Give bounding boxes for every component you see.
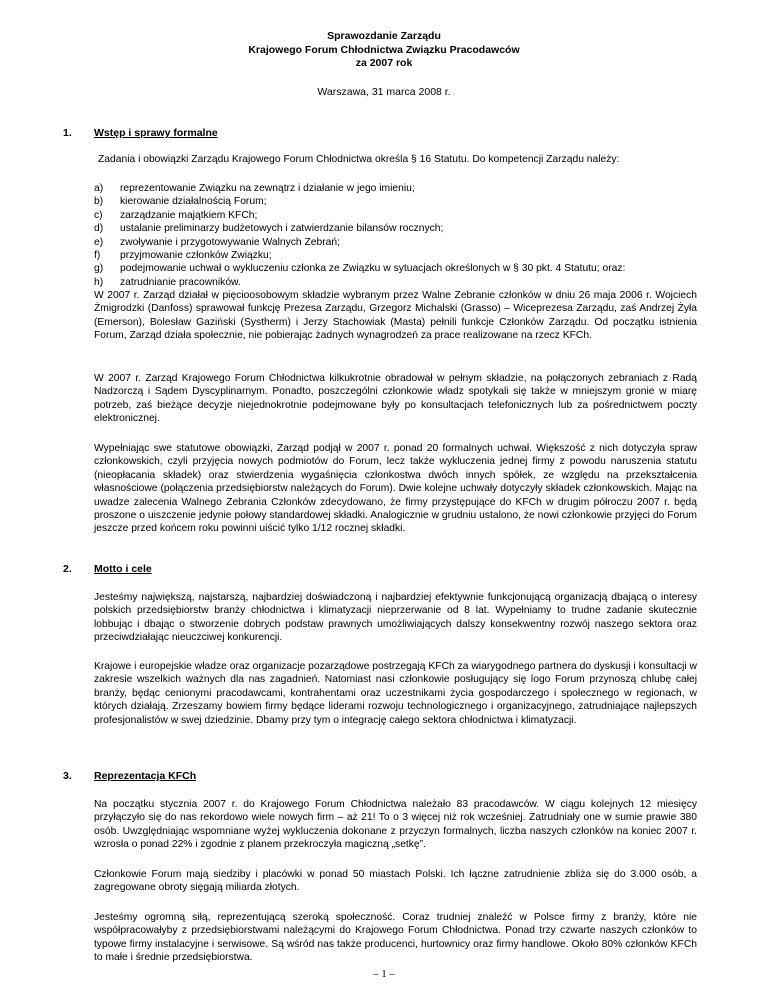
list-item (94, 222, 697, 235)
section-1-paragraph-1: W 2007 r. Zarząd działał w pięcioosobowym składzie wybranym przez Walne Zebranie członków w dniu 26 maja 2006 r. Wojciech Żmigrodzki (Danfoss) sprawował funkcję Prezesa Zarządu, Grzegorz Michalski (Grasso) – Wiceprezesa Zarządu, zaś Andrzej Żyła (Emerson), Bolesław Gaziński (Systherm) i Jerzy Stachowiak (Masta) pełnili funkcje Członków Zarządu. Od początku istnienia Forum, Zarząd działa społecznie, nie pobierając żadnych wynagrodzeń za prace realizowane na rzecz KFCh. (94, 290, 697, 342)
list-item-letter: g) (94, 263, 104, 275)
report-title: Sprawozdanie Zarządu (327, 30, 441, 42)
list-item-text: kierowanie działalnością Forum; (120, 196, 267, 208)
list-item (94, 276, 697, 289)
list-item-letter: b) (94, 196, 104, 208)
list-item (94, 182, 697, 195)
dateline: Warszawa, 31 marca 2008 r. (317, 86, 451, 98)
report-organization: Krajowego Forum Chłodnictwa Związku Pracodawców (248, 43, 520, 56)
section-1-intro: Zadania i obowiązki Zarządu Krajowego Forum Chłodnictwa określa § 16 Statutu. Do kompetencji Zarządu należy: (98, 154, 620, 165)
report-year: za 2007 rok (355, 57, 413, 69)
list-item-text: przyjmowanie członków Związku; (120, 250, 272, 262)
list-item (94, 249, 697, 262)
report-header (0, 30, 768, 71)
section-3-title: Reprezentacja KFCh (94, 770, 197, 782)
list-item-text: zwoływanie i przygotowywanie Walnych Zebrań; (120, 236, 340, 248)
section-1-paragraph-2: W 2007 r. Zarząd Krajowego Forum Chłodnictwa kilkukrotnie obradował w pełnym składzie, na połączonych zebraniach z Radą Nadzorczą i Sądem Dyscyplinarnym. Ponadto, poszczególni członkowie władz spotykali się także w mniejszym gronie w miarę potrzeb, zaś bieżące decyzje niejednokrotnie podejmowane były po konsultacjach telefonicznych lub za pośrednictwem poczty elektronicznej. (94, 373, 697, 425)
list-item-letter: a) (94, 183, 104, 194)
section-3-number: 3. (63, 770, 72, 782)
section-1-paragraph-3: Wypełniając swe statutowe obowiązki, Zarząd podjął w 2007 r. ponad 20 formalnych uchwał. Większość z nich dotyczyła spraw członkowskich, czyli przyjęcia nowych podmiotów do Forum, lecz także wykluczenia jednej firmy z powodu naruszenia statutu (nieopłacania składek) oraz stwierdzenia wygaśnięcia członkostwa dwóch innych spółek, ze względu na przekształcenia własnościowe (połączenia przedsiębiorstw należących do Forum). Dwie kolejne uchwały dotyczyły składek członkowskich. Mając na uwadze zalecenia Walnego Zebrania Członków zdecydowano, że firmy przystępujące do KFCh w drugim półroczu 2007 r. będą proszone o uiszczenie jedynie połowy standardowej składki. Analogicznie w grudniu ustalono, że nowi członkowie przyjęci do Forum jeszcze przed końcem roku powinni uiścić tylko 1/12 rocznej składki. (94, 443, 697, 535)
list-item-letter: e) (94, 236, 104, 248)
page-number: – 1 – (373, 968, 395, 980)
list-item-letter: c) (94, 209, 103, 221)
section-3-paragraph-3: Jesteśmy ogromną siłą, reprezentującą szeroką społeczność. Coraz trudniej znaleźć w Polsce firmy z branży, które nie współpracowałyby z przedsiębiorstwami należącymi do Krajowego Forum Chłodnictwa. Ponad trzy czwarte naszych członków to typowe firmy instalacyjne i serwisowe. Są wśród nas także producenci, hurtownicy oraz firmy handlowe. Około 80% członków KFCh to małe i średnie przedsiębiorstwa. (94, 912, 697, 964)
list-item (94, 209, 697, 222)
list-item-text: ustalanie preliminarzy budżetowych i zatwierdzanie bilansów rocznych; (120, 223, 444, 235)
list-item (94, 262, 697, 275)
list-item-text: zatrudnianie pracowników. (120, 276, 241, 288)
list-item (94, 195, 697, 208)
section-3-paragraph-2: Członkowie Forum mają siedziby i placówki w ponad 50 miastach Polski. Ich łączne zatrudnienie zbliża się do 3.000 osób, a zagregowane obroty sięgają miliarda złotych. (94, 869, 697, 894)
list-item-letter: h) (94, 276, 104, 288)
section-2-paragraph-2: Krajowe i europejskie władze oraz organizacje pozarządowe postrzegają KFCh za wiarygodnego partnera do dyskusji i konsultacji w zakresie wszelkich ważnych dla nas zagadnień. Natomiast nasi członkowie posługujący się logo Forum przynoszą chlubę całej branży, będąc cenionymi pracodawcami, kontrahentami oraz uczestnikami życia gospodarczego i społecznego w regionach, w których działają. Zrzeszamy bowiem firmy będące liderami rozwoju technologicznego i organizacyjnego, zatrudniające najlepszych profesjonalistów w swej dziedzinie. Dbamy przy tym o integrację całego sektora chłodnictwa i klimatyzacji. (94, 661, 697, 726)
competence-list (94, 182, 697, 289)
list-item-text: reprezentowanie Związku na zewnątrz i działanie w jego imieniu; (120, 183, 415, 194)
section-1-number: 1. (63, 127, 72, 139)
list-item-text: podejmowanie uchwał o wykluczeniu członka ze Związku w sytuacjach określonych w § 30 pkt. 4 Statutu; oraz: (120, 263, 626, 275)
section-3-paragraph-1: Na początku stycznia 2007 r. do Krajowego Forum Chłodnictwa należało 83 pracodawców. W ciągu kolejnych 12 miesięcy przyłączyło się do nas rekordowo wiele nowych firm – aż 21! To o 3 więcej niż rok wcześniej. Zatrudniały one w sumie prawie 380 osób. Uwzględniając wspomniane wyżej wykluczenia dokonane z przyczyn formalnych, liczba naszych członków na koniec 2007 r. wzrosła o ponad 22% i zgodnie z planem przekroczyła magiczną „setkę”. (94, 799, 697, 851)
section-2-number: 2. (63, 563, 72, 575)
section-2-paragraph-1: Jesteśmy największą, najstarszą, najbardziej doświadczoną i najbardziej efektywnie funkcjonującą organizacją dbającą o interesy polskich przedsiębiorstw branży chłodnictwa i klimatyzacji nieprzerwanie od 8 lat. Wypełniamy to trudne zadanie skutecznie lobbując i dbając o stworzenie dobrych podstaw prawnych umożliwiających dalszy konsekwentny rozwój naszego sektora oraz przeciwdziałając nieuczciwej konkurencji. (94, 592, 697, 644)
list-item (94, 236, 697, 249)
section-2-title: Motto i cele (94, 563, 152, 575)
list-item-text: zarządzanie majątkiem KFCh; (120, 209, 258, 221)
list-item-letter: d) (94, 223, 104, 235)
list-item-letter: f) (94, 250, 101, 262)
section-1-title: Wstęp i sprawy formalne (94, 127, 218, 139)
